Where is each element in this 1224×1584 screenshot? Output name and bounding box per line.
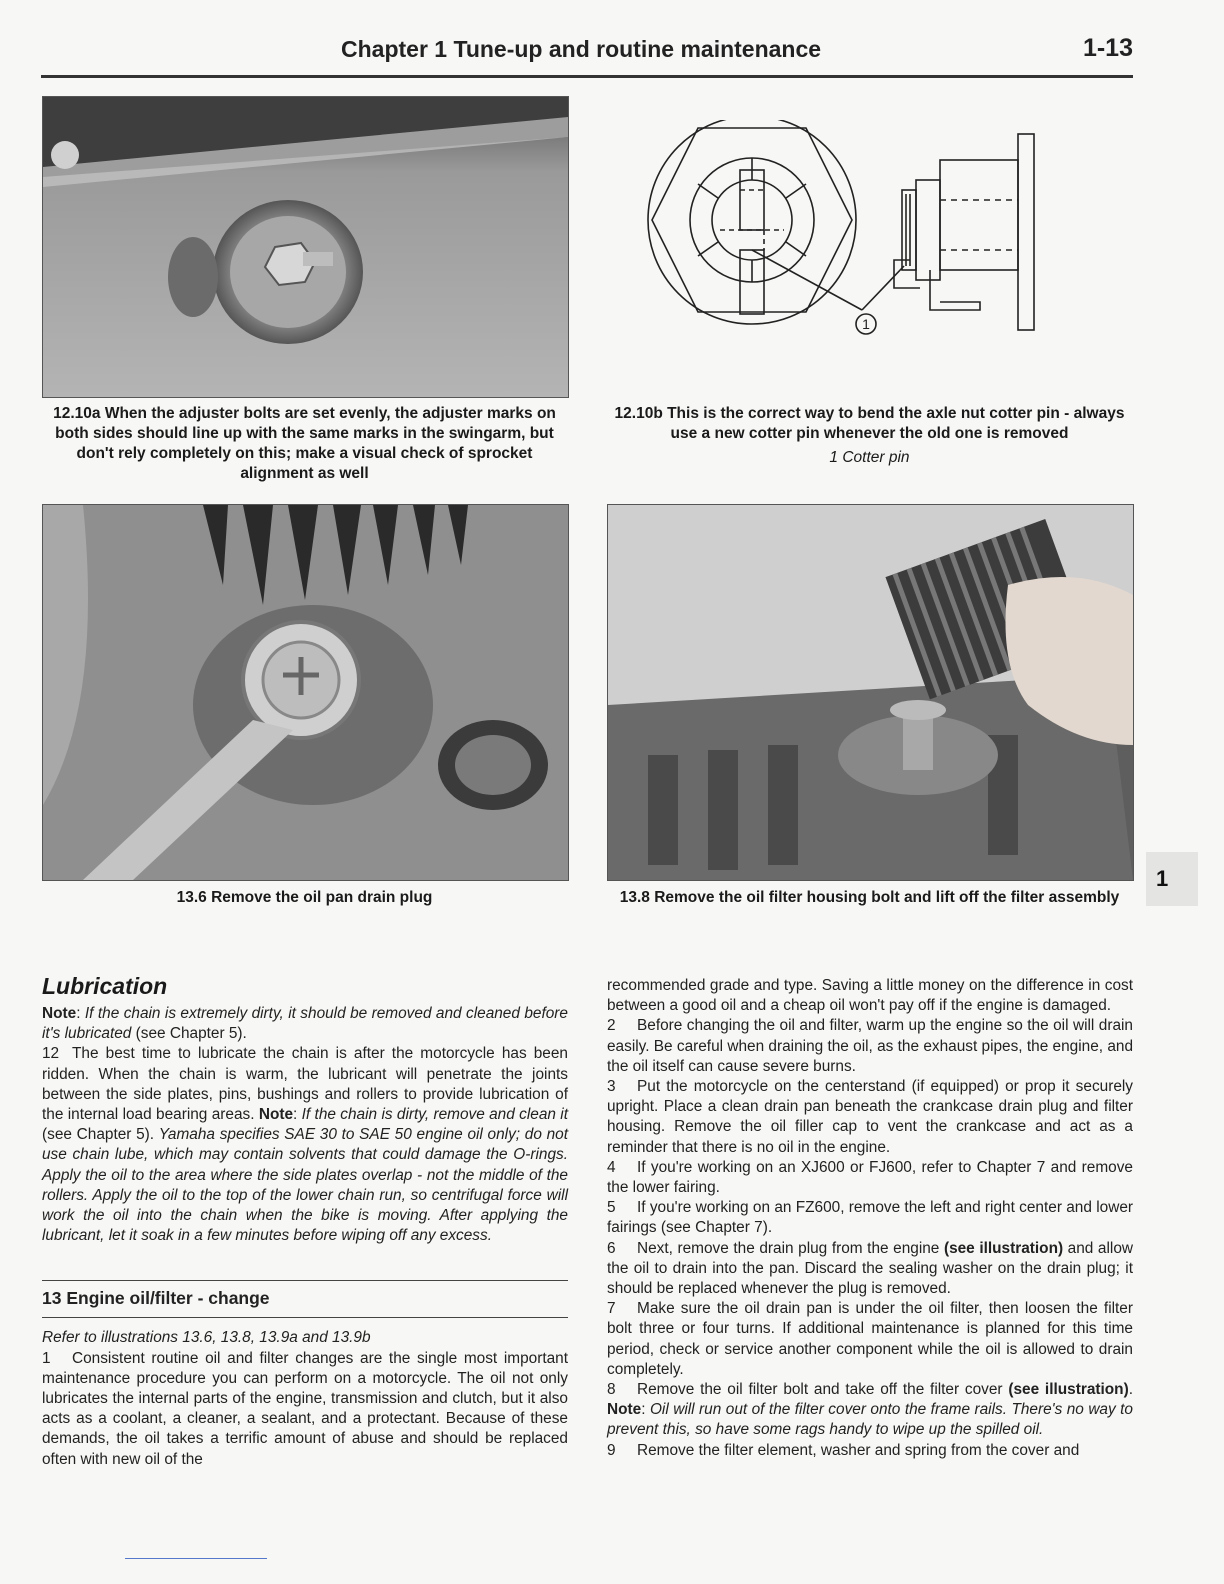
- paragraph-3: 3 Put the motorcycle on the centerstand (if equipped) or prop it securely upright. Place a clean drain pan beneath the crankcase drain plug and filter housing. Remove the oil filler cap to vent the crankcase and act as a reminder that there is no oil in the engine.: [607, 1078, 1133, 1156]
- caption-12-10b: 12.10b This is the correct way to bend the axle nut cotter pin - always use a new cotter pin whenever the old one is removed 1 Cotter pin: [607, 404, 1132, 468]
- refer-line: Refer to illustrations 13.6, 13.8, 13.9a and 13.9b: [42, 1329, 371, 1347]
- callout-number: 1: [862, 316, 870, 332]
- chapter-title: Chapter 1 Tune-up and routine maintenance: [341, 36, 822, 62]
- chapter-thumb-tab: 1: [1146, 852, 1198, 906]
- photo-adjuster-bolt: [42, 96, 569, 398]
- lubrication-note: Note: If the chain is extremely dirty, it should be removed and cleaned before it's lubricated (see Chapter 5).: [42, 1005, 568, 1043]
- legend-cotter-pin: 1 Cotter pin: [829, 449, 910, 466]
- paragraph-2: 2 Before changing the oil and filter, warm up the engine so the oil will drain easily. Be careful when draining the oil, as the exhaust pipes, the engine, and the oil itself can cause severe burns.: [607, 1017, 1133, 1075]
- section-heading-13: 13 Engine oil/filter - change: [42, 1280, 568, 1318]
- paragraph-6: 6 Next, remove the drain plug from the engine (see illustration) and allow the oil to drain into the pan. Discard the sealing washer on the drain plug; it should be replaced whenever the plug is removed.: [607, 1239, 1134, 1298]
- paragraph-5: 5 If you're working on an FZ600, remove the left and right center and lower fairings (see Chapter 7).: [607, 1199, 1133, 1237]
- diagram-cotter-pin: [640, 120, 1060, 340]
- paragraph-8: 8 Remove the oil filter bolt and take off the filter cover (see illustration). Note: Oil will run out of the filter cover onto the frame rails. There's no way to prevent this, so have some rags handy to wipe up the spilled oil.: [607, 1381, 1133, 1439]
- paragraph-4: 4 If you're working on an XJ600 or FJ600, refer to Chapter 7 and remove the lower fairing.: [607, 1158, 1133, 1197]
- left-column: [42, 972, 568, 1470]
- paragraph-9: 9 Remove the filter element, washer and spring from the cover and: [607, 1441, 1080, 1459]
- heading-lubrication: Lubrication: [42, 973, 168, 999]
- paragraph-1: 1 Consistent routine oil and filter changes are the single most important maintenance procedure you can perform on a motorcycle. The oil not only lubricates the internal parts of the engine, transmission and clutch, but it also acts as a coolant, a cleaner, a sealant, and a protectant. Because of these demands, the oil takes a terrific amount of abuse and should be replaced often with new oil of the: [42, 1349, 568, 1468]
- page-header: [41, 32, 1133, 78]
- footer-link-line: [125, 1558, 267, 1559]
- photo-oil-filter: [607, 504, 1134, 881]
- right-column: [607, 976, 1133, 1461]
- paragraph-7: 7 Make sure the oil drain pan is under the oil filter, then loosen the filter bolt three or four turns. If additional maintenance is planned for this time period, check or service another component while the oil is allowed to drain completely.: [607, 1300, 1133, 1378]
- header-rule: [41, 75, 1133, 78]
- caption-12-10a: 12.10a When the adjuster bolts are set evenly, the adjuster marks on both sides should line up with the same marks in the swingarm, but don't rely completely on this; make a visual check of sprocket alignment as well: [53, 405, 556, 482]
- paragraph-continued: recommended grade and type. Saving a little money on the difference in cost between a good oil and a cheap oil won't pay off if the engine is damaged.: [607, 977, 1133, 1015]
- caption-13-8: 13.8 Remove the oil filter housing bolt and lift off the filter assembly: [619, 889, 1120, 906]
- caption-13-6: 13.6 Remove the oil pan drain plug: [176, 889, 433, 906]
- page-number: 1-13: [1082, 34, 1133, 62]
- paragraph-12: 12 The best time to lubricate the chain is after the motorcycle has been ridden. When the chain is warm, the lubricant will penetrate the joints between the side plates, pins, bushings and rollers to provide lubrication of the internal load bearing areas. Note: If the chain is dirty, remove and clean it (see Chapter 5). Yamaha specifies SAE 30 to SAE 50 engine oil only; do not use chain lube, which may contain solvents that could damage the O-rings. Apply the oil to the area where the side plates overlap - not the middle of the rollers. Apply the oil to the top of the lower chain run, so centrifugal force will work the oil into the chain when the bike is moving. After applying the lubricant, let it soak in a few minutes before wiping off any excess.: [42, 1045, 568, 1245]
- photo-drain-plug: [42, 504, 569, 881]
